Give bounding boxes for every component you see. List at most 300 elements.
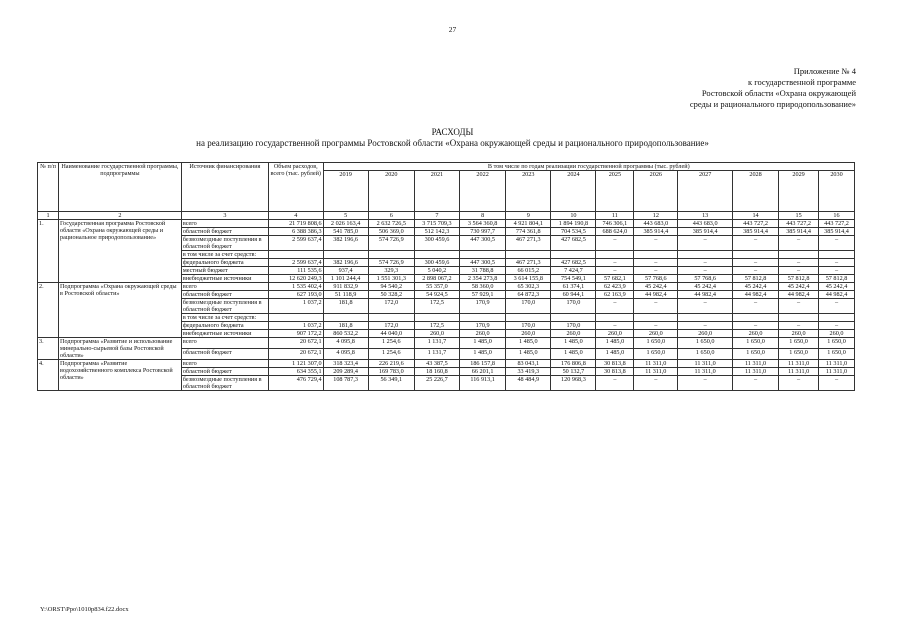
total-amount: 1 037,2 xyxy=(268,322,323,330)
header-source: Источник финансирования xyxy=(181,163,268,212)
total-amount xyxy=(268,251,323,259)
year-amount: – xyxy=(596,322,634,330)
program-name: Подпрограмма «Развитие и использование минерально-сырьевой базы Ростовской области» xyxy=(58,338,181,360)
year-amount: 44 982,4 xyxy=(678,291,733,299)
year-amount: 44 040,0 xyxy=(368,330,414,338)
year-amount xyxy=(779,314,819,322)
header-year: 2025 xyxy=(596,171,634,212)
year-amount xyxy=(551,251,596,259)
year-amount xyxy=(596,314,634,322)
year-amount: 385 914,4 xyxy=(634,228,678,236)
table-row xyxy=(38,360,855,368)
year-amount: 1 650,0 xyxy=(732,349,778,360)
year-amount: 5 040,2 xyxy=(414,267,459,275)
column-number: 16 xyxy=(819,212,855,220)
year-amount: 746 306,1 xyxy=(596,220,634,228)
year-amount: 94 540,2 xyxy=(368,283,414,291)
year-amount: 1 131,7 xyxy=(414,349,459,360)
year-amount xyxy=(506,251,551,259)
year-amount: 427 682,5 xyxy=(551,259,596,267)
funding-source: областной бюджет xyxy=(181,368,268,376)
year-amount: 65 302,3 xyxy=(506,283,551,291)
year-amount: 11 311,0 xyxy=(634,368,678,376)
year-amount: 467 271,3 xyxy=(506,236,551,251)
year-amount: 44 982,4 xyxy=(634,291,678,299)
program-number: 1. xyxy=(38,220,59,283)
year-amount: – xyxy=(779,376,819,391)
year-amount xyxy=(596,251,634,259)
year-amount: 172,0 xyxy=(368,299,414,314)
year-amount xyxy=(323,314,368,322)
year-amount: – xyxy=(634,259,678,267)
table-row xyxy=(38,338,855,349)
funding-source: в том числе за счет средств: xyxy=(181,314,268,322)
year-amount: 25 226,7 xyxy=(414,376,459,391)
funding-source: внебюджетные источники xyxy=(181,275,268,283)
year-amount: 1 650,0 xyxy=(678,349,733,360)
year-amount: 382 196,6 xyxy=(323,259,368,267)
year-amount: 64 872,3 xyxy=(506,291,551,299)
total-amount: 1 121 307,0 xyxy=(268,360,323,368)
year-amount: 260,0 xyxy=(460,330,506,338)
year-amount: 2 354 273,8 xyxy=(460,275,506,283)
year-amount: 66 015,2 xyxy=(506,267,551,275)
year-amount: 1 485,0 xyxy=(460,349,506,360)
year-amount: 260,0 xyxy=(551,330,596,338)
year-amount xyxy=(819,314,855,322)
year-amount: 120 968,3 xyxy=(551,376,596,391)
year-amount xyxy=(368,251,414,259)
year-amount: – xyxy=(634,376,678,391)
column-number: 4 xyxy=(268,212,323,220)
funding-source: областной бюджет xyxy=(181,228,268,236)
year-amount: 1 650,0 xyxy=(779,349,819,360)
funding-source: всего xyxy=(181,283,268,291)
year-amount: – xyxy=(819,376,855,391)
funding-source: безвозмездные поступления в областной бюджет xyxy=(181,236,268,251)
year-amount: 30 813,8 xyxy=(596,360,634,368)
year-amount: 58 360,0 xyxy=(460,283,506,291)
year-amount: 382 196,6 xyxy=(323,236,368,251)
year-amount: 181,8 xyxy=(323,322,368,330)
column-number: 8 xyxy=(460,212,506,220)
program-name: Подпрограмма «Охрана окружающей среды в Ростовской области» xyxy=(58,283,181,338)
year-amount: 170,9 xyxy=(460,299,506,314)
year-amount: – xyxy=(732,236,778,251)
year-amount: 447 300,5 xyxy=(460,236,506,251)
funding-source: федерального бюджета xyxy=(181,259,268,267)
year-amount: 30 813,8 xyxy=(596,368,634,376)
program-number: 4. xyxy=(38,360,59,391)
year-amount: – xyxy=(596,376,634,391)
year-amount: 260,0 xyxy=(779,330,819,338)
year-amount: 260,0 xyxy=(596,330,634,338)
year-amount: 48 484,9 xyxy=(506,376,551,391)
total-amount: 20 672,1 xyxy=(268,349,323,360)
year-amount xyxy=(819,251,855,259)
total-amount: 907 172,2 xyxy=(268,330,323,338)
header-year: 2020 xyxy=(368,171,414,212)
column-number: 10 xyxy=(551,212,596,220)
year-amount: 51 118,9 xyxy=(323,291,368,299)
year-amount xyxy=(634,251,678,259)
year-amount: – xyxy=(596,299,634,314)
year-amount xyxy=(460,251,506,259)
program-number: 2. xyxy=(38,283,59,338)
year-amount xyxy=(414,251,459,259)
document-title xyxy=(0,127,905,149)
file-path-footer: Y:\ORST\Ppo\1010p834.f22.docx xyxy=(40,606,129,613)
year-amount: – xyxy=(732,259,778,267)
year-amount: 506 369,0 xyxy=(368,228,414,236)
funding-source: областной бюджет xyxy=(181,291,268,299)
year-amount: 45 242,4 xyxy=(634,283,678,291)
column-number: 12 xyxy=(634,212,678,220)
year-amount: 3 715 709,3 xyxy=(414,220,459,228)
appendix-line: Ростовской области «Охрана окружающей xyxy=(701,88,856,98)
year-amount: 329,3 xyxy=(368,267,414,275)
year-amount: 60 944,1 xyxy=(551,291,596,299)
year-amount: 1 131,7 xyxy=(414,338,459,349)
year-amount: 1 650,0 xyxy=(634,338,678,349)
year-amount: – xyxy=(779,322,819,330)
year-amount: – xyxy=(819,267,855,275)
year-amount: 44 982,4 xyxy=(779,291,819,299)
year-amount: 45 242,4 xyxy=(819,283,855,291)
total-amount: 1 535 402,4 xyxy=(268,283,323,291)
year-amount: 937,4 xyxy=(323,267,368,275)
year-amount: 443 727,2 xyxy=(819,220,855,228)
year-amount: – xyxy=(732,322,778,330)
year-amount: 18 160,8 xyxy=(414,368,459,376)
year-amount: 170,0 xyxy=(551,322,596,330)
year-amount xyxy=(678,251,733,259)
total-amount: 627 193,0 xyxy=(268,291,323,299)
year-amount xyxy=(634,314,678,322)
year-amount: 2 026 163,4 xyxy=(323,220,368,228)
header-year: 2030 xyxy=(819,171,855,212)
year-amount: 1 254,6 xyxy=(368,338,414,349)
expenses-table xyxy=(37,162,855,391)
year-amount: – xyxy=(819,259,855,267)
year-amount: 1 485,0 xyxy=(596,349,634,360)
year-amount: 574 726,9 xyxy=(368,259,414,267)
header-year: 2023 xyxy=(506,171,551,212)
total-amount: 20 672,1 xyxy=(268,338,323,349)
year-amount: 260,0 xyxy=(634,330,678,338)
column-number: 14 xyxy=(732,212,778,220)
year-amount: 260,0 xyxy=(678,330,733,338)
year-amount: 57 682,1 xyxy=(596,275,634,283)
header-year: 2021 xyxy=(414,171,459,212)
year-amount: 11 311,0 xyxy=(732,368,778,376)
year-amount: 172,5 xyxy=(414,299,459,314)
column-number: 15 xyxy=(779,212,819,220)
funding-source: федерального бюджета xyxy=(181,322,268,330)
year-amount: 11 311,0 xyxy=(819,368,855,376)
header-years-group: В том числе по годам реализации государственной программы (тыс. рублей) xyxy=(323,163,854,171)
column-number: 1 xyxy=(38,212,59,220)
column-number: 13 xyxy=(678,212,733,220)
year-amount xyxy=(323,251,368,259)
year-amount: 50 328,2 xyxy=(368,291,414,299)
year-amount: – xyxy=(634,236,678,251)
total-amount: 12 620 249,3 xyxy=(268,275,323,283)
year-amount xyxy=(368,314,414,322)
year-amount: 108 787,3 xyxy=(323,376,368,391)
header-year: 2029 xyxy=(779,171,819,212)
title-heading: РАСХОДЫ xyxy=(431,127,474,137)
year-amount: 11 311,0 xyxy=(819,360,855,368)
funding-source: всего xyxy=(181,360,268,368)
year-amount: – xyxy=(678,267,733,275)
table-row xyxy=(38,283,855,291)
column-number: 9 xyxy=(506,212,551,220)
column-number: 3 xyxy=(181,212,268,220)
header-year: 2019 xyxy=(323,171,368,212)
year-amount: 1 485,0 xyxy=(551,338,596,349)
year-amount: 1 894 190,8 xyxy=(551,220,596,228)
year-amount: 443 683,0 xyxy=(634,220,678,228)
year-amount: 57 768,6 xyxy=(634,275,678,283)
year-amount: 318 323,4 xyxy=(323,360,368,368)
year-amount: 7 424,7 xyxy=(551,267,596,275)
appendix-line: Приложение № 4 xyxy=(793,66,856,76)
table-row xyxy=(38,220,855,228)
year-amount: 11 311,0 xyxy=(678,368,733,376)
year-amount: 3 564 360,8 xyxy=(460,220,506,228)
year-amount xyxy=(551,314,596,322)
year-amount: 1 254,6 xyxy=(368,349,414,360)
year-amount: 1 485,0 xyxy=(596,338,634,349)
total-amount xyxy=(268,314,323,322)
year-amount: 730 997,7 xyxy=(460,228,506,236)
year-amount: 688 624,0 xyxy=(596,228,634,236)
column-number: 6 xyxy=(368,212,414,220)
funding-source: в том числе за счет средств: xyxy=(181,251,268,259)
year-amount: – xyxy=(634,299,678,314)
year-amount: 11 311,0 xyxy=(678,360,733,368)
column-number: 11 xyxy=(596,212,634,220)
year-amount: 31 788,8 xyxy=(460,267,506,275)
year-amount: 55 357,0 xyxy=(414,283,459,291)
year-amount: 4 921 804,1 xyxy=(506,220,551,228)
year-amount: – xyxy=(779,299,819,314)
year-amount: 170,0 xyxy=(506,322,551,330)
year-amount: 574 726,9 xyxy=(368,236,414,251)
year-amount: – xyxy=(779,267,819,275)
year-amount: 66 201,1 xyxy=(460,368,506,376)
header-year: 2028 xyxy=(732,171,778,212)
page-number: 27 xyxy=(448,25,457,34)
funding-source: безвозмездные поступления в областной бюджет xyxy=(181,299,268,314)
year-amount: 1 485,0 xyxy=(506,349,551,360)
year-amount: 116 913,1 xyxy=(460,376,506,391)
year-amount: 385 914,4 xyxy=(732,228,778,236)
year-amount xyxy=(460,314,506,322)
program-name: Подпрограмма «Развитие водохозяйственного комплекса Ростовской области» xyxy=(58,360,181,391)
year-amount: 2 898 067,2 xyxy=(414,275,459,283)
year-amount: 83 043,1 xyxy=(506,360,551,368)
year-amount: 541 785,0 xyxy=(323,228,368,236)
funding-source: областной бюджет xyxy=(181,349,268,360)
year-amount: 45 242,4 xyxy=(732,283,778,291)
year-amount: 260,0 xyxy=(414,330,459,338)
year-amount: 57 812,8 xyxy=(819,275,855,283)
year-amount: – xyxy=(732,299,778,314)
year-amount: 1 485,0 xyxy=(551,349,596,360)
year-amount: 170,0 xyxy=(551,299,596,314)
funding-source: всего xyxy=(181,338,268,349)
column-number: 5 xyxy=(323,212,368,220)
header-num: № п/п xyxy=(38,163,59,212)
year-amount: 50 132,7 xyxy=(551,368,596,376)
year-amount: – xyxy=(678,236,733,251)
header-year: 2022 xyxy=(460,171,506,212)
header-total: Объем расходов, всего (тыс. рублей) xyxy=(268,163,323,212)
year-amount: 170,0 xyxy=(506,299,551,314)
total-amount: 111 535,6 xyxy=(268,267,323,275)
year-amount: 4 095,8 xyxy=(323,349,368,360)
year-amount: – xyxy=(678,259,733,267)
year-amount: 43 387,5 xyxy=(414,360,459,368)
year-amount: – xyxy=(634,267,678,275)
year-amount xyxy=(506,314,551,322)
year-amount: 33 419,3 xyxy=(506,368,551,376)
year-amount: 11 311,0 xyxy=(634,360,678,368)
year-amount: 443 683,0 xyxy=(678,220,733,228)
year-amount: – xyxy=(678,376,733,391)
year-amount: – xyxy=(596,236,634,251)
header-year: 2026 xyxy=(634,171,678,212)
year-amount xyxy=(779,251,819,259)
year-amount: 44 982,4 xyxy=(819,291,855,299)
year-amount: 385 914,4 xyxy=(678,228,733,236)
year-amount: 467 271,3 xyxy=(506,259,551,267)
year-amount: 61 374,1 xyxy=(551,283,596,291)
year-amount: 57 812,8 xyxy=(732,275,778,283)
total-amount: 2 599 637,4 xyxy=(268,259,323,267)
year-amount: 169 783,0 xyxy=(368,368,414,376)
year-amount: 181,8 xyxy=(323,299,368,314)
header-year: 2027 xyxy=(678,171,733,212)
year-amount: 172,0 xyxy=(368,322,414,330)
year-amount: – xyxy=(596,267,634,275)
year-amount: 860 532,2 xyxy=(323,330,368,338)
year-amount: 11 311,0 xyxy=(779,360,819,368)
year-amount: 11 311,0 xyxy=(779,368,819,376)
year-amount: 1 485,0 xyxy=(506,338,551,349)
year-amount: – xyxy=(779,259,819,267)
year-amount: 427 682,5 xyxy=(551,236,596,251)
year-amount: 1 650,0 xyxy=(819,338,855,349)
year-amount: – xyxy=(779,236,819,251)
year-amount: – xyxy=(732,376,778,391)
year-amount: – xyxy=(678,299,733,314)
program-number: 3. xyxy=(38,338,59,360)
year-amount: 774 361,8 xyxy=(506,228,551,236)
year-amount: 1 650,0 xyxy=(732,338,778,349)
year-amount: – xyxy=(732,267,778,275)
year-amount: 45 242,4 xyxy=(779,283,819,291)
year-amount: 443 727,2 xyxy=(732,220,778,228)
header-year: 2024 xyxy=(551,171,596,212)
column-number-row xyxy=(38,212,855,220)
year-amount: – xyxy=(819,236,855,251)
year-amount xyxy=(414,314,459,322)
year-amount: 1 485,0 xyxy=(460,338,506,349)
year-amount: 62 423,9 xyxy=(596,283,634,291)
appendix-line: к государственной программе xyxy=(747,77,856,87)
year-amount: 1 551 301,3 xyxy=(368,275,414,283)
total-amount: 6 388 386,3 xyxy=(268,228,323,236)
year-amount: 57 812,8 xyxy=(779,275,819,283)
year-amount: – xyxy=(819,299,855,314)
expenses-table-wrapper xyxy=(37,162,855,391)
year-amount: 1 650,0 xyxy=(779,338,819,349)
year-amount: 56 349,1 xyxy=(368,376,414,391)
year-amount: 3 614 155,8 xyxy=(506,275,551,283)
year-amount: 1 650,0 xyxy=(819,349,855,360)
total-amount: 21 719 808,6 xyxy=(268,220,323,228)
year-amount: 170,9 xyxy=(460,322,506,330)
funding-source: безвозмездные поступления в областной бюджет xyxy=(181,376,268,391)
year-amount: 172,5 xyxy=(414,322,459,330)
year-amount xyxy=(732,251,778,259)
appendix-header xyxy=(556,66,856,110)
year-amount: 226 219,6 xyxy=(368,360,414,368)
year-amount: 911 832,9 xyxy=(323,283,368,291)
year-amount: 45 242,4 xyxy=(678,283,733,291)
year-amount xyxy=(678,314,733,322)
year-amount: 1 101 244,4 xyxy=(323,275,368,283)
year-amount: 176 806,8 xyxy=(551,360,596,368)
year-amount: 57 929,1 xyxy=(460,291,506,299)
year-amount: 54 924,5 xyxy=(414,291,459,299)
year-amount: 447 300,5 xyxy=(460,259,506,267)
year-amount: 385 914,4 xyxy=(819,228,855,236)
header-name: Наименование государственной программы, подпрограммы xyxy=(58,163,181,212)
title-subheading: на реализацию государственной программы Ростовской области «Охрана окружающей среды и рационального природопользование» xyxy=(196,138,709,148)
total-amount: 1 037,2 xyxy=(268,299,323,314)
year-amount: 704 534,5 xyxy=(551,228,596,236)
year-amount: 4 095,8 xyxy=(323,338,368,349)
year-amount: 512 142,3 xyxy=(414,228,459,236)
year-amount: 2 632 726,5 xyxy=(368,220,414,228)
year-amount: 44 982,4 xyxy=(732,291,778,299)
appendix-line: среды и рационального природопользование» xyxy=(689,99,856,109)
year-amount xyxy=(732,314,778,322)
year-amount: 260,0 xyxy=(732,330,778,338)
year-amount: 260,0 xyxy=(506,330,551,338)
year-amount: – xyxy=(819,322,855,330)
funding-source: местный бюджет xyxy=(181,267,268,275)
year-amount: 1 650,0 xyxy=(634,349,678,360)
year-amount: – xyxy=(596,259,634,267)
funding-source: внебюджетные источники xyxy=(181,330,268,338)
year-amount: 260,0 xyxy=(819,330,855,338)
year-amount: 754 549,1 xyxy=(551,275,596,283)
year-amount: – xyxy=(634,322,678,330)
year-amount: 62 163,9 xyxy=(596,291,634,299)
total-amount: 2 599 637,4 xyxy=(268,236,323,251)
total-amount: 476 729,4 xyxy=(268,376,323,391)
year-amount: 1 650,0 xyxy=(678,338,733,349)
year-amount: 209 289,4 xyxy=(323,368,368,376)
year-amount: 300 459,6 xyxy=(414,236,459,251)
year-amount: 11 311,0 xyxy=(732,360,778,368)
year-amount: 57 768,6 xyxy=(678,275,733,283)
